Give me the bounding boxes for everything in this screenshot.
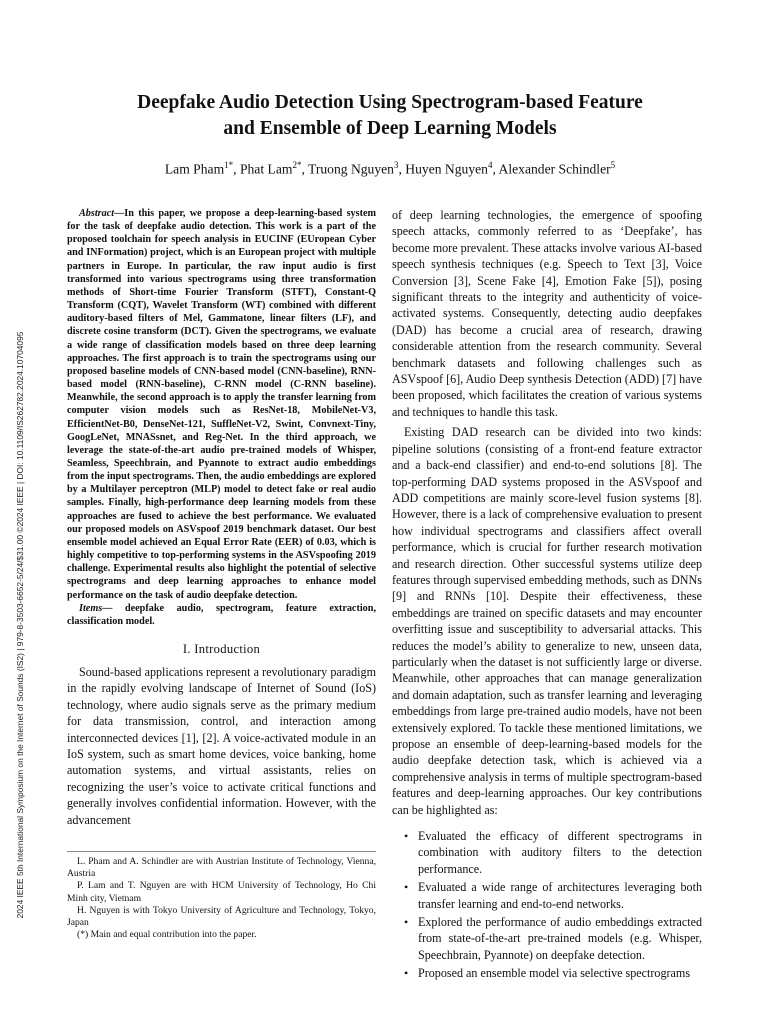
abstract-text: —In this paper, we propose a deep-learning-based system for the task of deepfake audio detection. This work is a part of the proposed toolchain for speech analysis in EUCINF (EUropean Cyber and INFormation) project, which is an European project with multiple partners in Europe. In particular, the raw input audio is first transformed into various spectrograms using three transformation methods of Short-time Fourier Transform (STFT), Constant-Q Transform (CQT), Wavelet Transform (WT) combined with different auditory-based filters of Mel, Gammatone, linear filters (LF), and discrete cosine transform (DCT). Given the spectrograms, we evaluate a wide range of classification models based on three deep learning approaches. The first approach is to train the spectrograms using our proposed baseline models of CNN-based model (CNN-baseline), RNN-based model (RNN-baseline), C-RNN model (C-RNN baseline). Meanwhile, the second approach is to apply the transfer learning from computer vision models such as ResNet-18, MobileNet-V3, EfficientNet-B0, DenseNet-121, SuffleNet-V2, Swint, Convnext-Tiny, GoogLeNet, MNASsnet, and Reg-Net. In the third approach, we leverage the state-of-the-art audio pre-trained models of Whisper, Seamless, Speechbrain, and Pyannote to extract audio embeddings from the input spectrograms. Then, the audio embeddings are explored by a Multilayer perceptron (MLP) model to detect fake or real audio samples. Finally, high-performance deep learning models from these approaches are fused to achieve the best performance. We evaluated our proposed models on ASVspoof 2019 benchmark dataset. Our best ensemble model achieved an Equal Error Rate (EER) of 0.03, which is highly competitive to top-performing systems in the ASVspoofing 2019 challenge. Experimental results also highlight the potential of selective spectrograms and deep learning approaches to enhance model performance on the task of audio deepfake detection. <box>67 208 376 601</box>
author-affiliation-mark: 2* <box>292 160 302 170</box>
contribution-item <box>392 828 702 877</box>
body-paragraph: Existing DAD research can be divided into two kinds: pipeline solutions (consisting of a front-end feature extractor and a back-end classifier) and end-to-end solutions [8]. The top-performing DAD systems proposed in the ASVspoof and ADD competitions are mainly score-level fusion systems [8]. However, there is a lack of comprehensive evaluation to present how individual spectrograms and classifiers affect overall performance, which is crucial for further research motivation and research direction. Other successful systems utilize deep features through supervised embedding methods, such as DNNs [9] and RNNs [10]. Despite their effectiveness, these embeddings are trained on specific datasets and may encounter overfitting issue and susceptibility to adversarial attacks. This reduces the model’s ability to generalize to new, unseen data, particularly when the dataset is not sufficiently large or diverse. Meanwhile, other approaches that can manage generalization and domain adaptation, such as transfer learning and leveraging embeddings from large pre-trained audio models, have not been extensively explored. To tackle these mentioned limitations, we propose an ensemble of deep-learning-based models for the audio deepfake detection task, which is achieved via a comprehensive analysis in terms of multiple spectrogram-based features and deep-learning approaches. Our key contributions can be highlighted as: <box>392 425 702 817</box>
contribution-text: Evaluated a wide range of architectures leveraging both transfer learning and end-to-end networks. <box>418 880 702 911</box>
footnote: L. Pham and A. Schindler are with Austrian Institute of Technology, Vienna, Austria <box>67 856 376 880</box>
intro-paragraph: Sound-based applications represent a revolutionary paradigm in the rapidly evolving landscape of Internet of Sound (IoS) technology, where audio signals serve as the primary medium for data transmission, control, and interaction among interconnected devices [1], [2]. A voice-activated module in an IoS system, such as smart home devices, voice banking, home automation systems, and virtual assistants, relies on recognizing the user’s voice to activate critical functions and generally involves confidential information. However, with the advancement <box>67 665 376 827</box>
index-terms-label: Items <box>79 602 103 614</box>
title-line-1: Deepfake Audio Detection Using Spectrogram-based Feature <box>137 92 643 113</box>
author-affiliation-mark: 1* <box>224 160 234 170</box>
author-affiliation-mark: 5 <box>610 160 616 170</box>
contribution-list <box>392 828 702 982</box>
bullet-icon: • <box>404 880 409 895</box>
abstract <box>67 207 376 602</box>
abstract-label: Abstract <box>79 208 115 219</box>
author-affiliation-mark: 4 <box>487 160 493 170</box>
side-metadata-strip <box>8 280 32 970</box>
right-column <box>392 207 702 984</box>
author-name: Alexander Schindler <box>498 161 611 177</box>
contribution-text: Proposed an ensemble model via selective spectrograms <box>418 966 691 981</box>
contribution-item <box>392 879 702 912</box>
footnote: H. Nguyen is with Tokyo University of Agriculture and Technology, Tokyo, Japan <box>67 904 376 929</box>
left-column <box>67 207 376 828</box>
section-heading-introduction: I. Introduction <box>182 642 261 656</box>
body-paragraph: of deep learning technologies, the emergence of spoofing speech attacks, commonly referred to as ‘Deepfake’, has become more prevalent. These attacks involve various AI-based speech synthesis techniques (e.g. Speech to Text [3], Voice Conversion [3], Scene Fake [4], Emotion Fake [5]), posing significant threats to the integrity and authenticity of voice-activated systems. Consequently, detecting audio deepfakes (DAD) has become a crucial area of research, drawing considerable attention from the research community. Several benchmark datasets and following challenges such as ASVspoof [6], Audio Deep synthesis Detection (ADD) [7] have been proposed, which facilitates the creation of various systems and techniques to handle this task. <box>392 208 703 419</box>
index-terms <box>67 602 376 628</box>
bullet-icon: • <box>404 915 409 930</box>
index-terms-text: — deepfake audio, spectrogram, feature extraction, classification model. <box>67 602 376 627</box>
title-line-2: and Ensemble of Deep Learning Models <box>223 118 557 139</box>
contribution-item <box>392 965 702 981</box>
author-name: Phat Lam <box>239 161 293 177</box>
contribution-item <box>392 914 702 963</box>
author-list: Lam Pham$^{1*}$, Phat Lam$^{2*}$, Truong Nguyen$^3$, Huyen Nguyen$^4$, Alexander Schindler$^5$ <box>164 160 616 177</box>
doi-metadata-text: 2024 IEEE 5th International Symposium on the Internet of Sounds (IS2) | 979-8-3503-6652-5/24/$31.00 ©2024 IEEE | DOI: 10.1109/IS262782.2024.10704095 <box>15 331 25 919</box>
footnotes <box>67 851 376 941</box>
author-affiliation-mark: 3 <box>393 160 399 170</box>
footnote: P. Lam and T. Nguyen are with HCM University of Technology, Ho Chi Minh city, Vietnam <box>67 880 376 904</box>
bullet-icon: • <box>404 966 409 981</box>
author-name: Lam Pham <box>164 161 225 177</box>
footnote: (*) Main and equal contribution into the paper. <box>77 929 257 941</box>
author-name: Huyen Nguyen <box>405 161 488 177</box>
contribution-text: Explored the performance of audio embeddings extracted from state-of-the-art pre-trained models (e.g. Whisper, Speechbrain, Pyannote) on deepfake detection. <box>418 915 702 962</box>
author-name: Truong Nguyen <box>308 161 394 177</box>
contribution-text: Evaluated the efficacy of different spectrograms in combination with auditory filters to the detection performance. <box>418 829 702 876</box>
paper-title <box>80 90 700 142</box>
bullet-icon: • <box>404 829 409 844</box>
